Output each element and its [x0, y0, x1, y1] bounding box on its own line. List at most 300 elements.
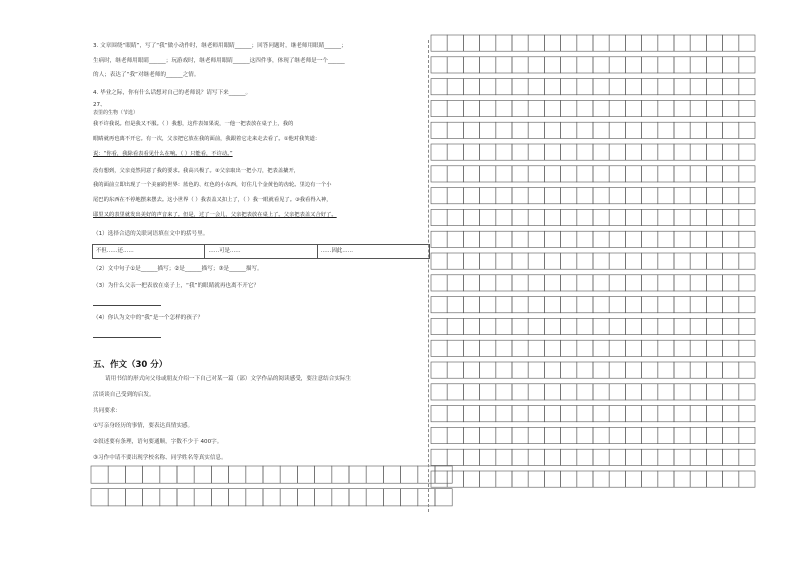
grid-cell[interactable] [642, 35, 658, 51]
grid-cell[interactable] [512, 275, 528, 291]
grid-cell[interactable] [496, 144, 512, 160]
grid-cell[interactable] [658, 406, 674, 422]
grid-cell[interactable] [528, 144, 544, 160]
grid-cell[interactable] [658, 188, 674, 204]
grid-cell[interactable] [674, 362, 690, 378]
grid-cell[interactable] [561, 57, 577, 73]
grid-cell[interactable] [690, 275, 706, 291]
grid-cell[interactable] [674, 449, 690, 465]
grid-cell[interactable] [642, 318, 658, 334]
grid-cell[interactable] [480, 275, 496, 291]
grid-cell[interactable] [463, 100, 479, 116]
grid-cell[interactable] [480, 362, 496, 378]
grid-cell[interactable] [512, 362, 528, 378]
grid-cell[interactable] [577, 100, 593, 116]
grid-cell[interactable] [593, 362, 609, 378]
grid-cell[interactable] [593, 449, 609, 465]
grid-cell[interactable] [723, 340, 739, 356]
grid-cell[interactable] [177, 466, 194, 483]
grid-cell[interactable] [447, 231, 463, 247]
grid-cell[interactable] [544, 188, 560, 204]
grid-cell[interactable] [609, 427, 625, 443]
grid-cell[interactable] [706, 209, 722, 225]
grid-cell[interactable] [544, 471, 560, 487]
grid-cell[interactable] [706, 406, 722, 422]
grid-cell[interactable] [658, 57, 674, 73]
grid-cell[interactable] [658, 318, 674, 334]
grid-cell[interactable] [528, 318, 544, 334]
grid-cell[interactable] [625, 100, 641, 116]
grid-cell[interactable] [528, 275, 544, 291]
grid-cell[interactable] [609, 100, 625, 116]
grid-cell[interactable] [739, 362, 755, 378]
grid-cell[interactable] [480, 166, 496, 182]
grid-cell[interactable] [496, 340, 512, 356]
grid-cell[interactable] [642, 275, 658, 291]
grid-cell[interactable] [431, 340, 447, 356]
grid-cell[interactable] [674, 384, 690, 400]
grid-cell[interactable] [706, 166, 722, 182]
grid-cell[interactable] [496, 209, 512, 225]
grid-cell[interactable] [609, 79, 625, 95]
grid-cell[interactable] [706, 471, 722, 487]
grid-cell[interactable] [528, 297, 544, 313]
grid-cell[interactable] [658, 362, 674, 378]
grid-cell[interactable] [447, 122, 463, 138]
grid-cell[interactable] [723, 471, 739, 487]
grid-cell[interactable] [447, 35, 463, 51]
grid-cell[interactable] [544, 427, 560, 443]
grid-cell[interactable] [480, 100, 496, 116]
grid-cell[interactable] [544, 406, 560, 422]
grid-cell[interactable] [431, 231, 447, 247]
grid-cell[interactable] [544, 318, 560, 334]
grid-cell[interactable] [674, 297, 690, 313]
grid-cell[interactable] [690, 100, 706, 116]
grid-cell[interactable] [447, 297, 463, 313]
grid-cell[interactable] [332, 489, 349, 506]
grid-cell[interactable] [690, 362, 706, 378]
grid-cell[interactable] [642, 188, 658, 204]
grid-cell[interactable] [723, 362, 739, 378]
grid-cell[interactable] [674, 122, 690, 138]
grid-cell[interactable] [463, 122, 479, 138]
grid-cell[interactable] [463, 231, 479, 247]
grid-cell[interactable] [544, 209, 560, 225]
grid-cell[interactable] [690, 384, 706, 400]
grid-cell[interactable] [160, 489, 177, 506]
grid-cell[interactable] [642, 406, 658, 422]
grid-cell[interactable] [674, 144, 690, 160]
grid-cell[interactable] [512, 471, 528, 487]
grid-cell[interactable] [383, 489, 400, 506]
grid-cell[interactable] [561, 384, 577, 400]
grid-cell[interactable] [577, 384, 593, 400]
grid-cell[interactable] [625, 79, 641, 95]
grid-cell[interactable] [577, 144, 593, 160]
grid-cell[interactable] [211, 489, 228, 506]
grid-cell[interactable] [512, 188, 528, 204]
grid-cell[interactable] [690, 253, 706, 269]
grid-cell[interactable] [739, 166, 755, 182]
grid-cell[interactable] [706, 297, 722, 313]
grid-cell[interactable] [463, 188, 479, 204]
grid-cell[interactable] [544, 340, 560, 356]
grid-cell[interactable] [496, 57, 512, 73]
grid-cell[interactable] [658, 340, 674, 356]
grid-cell[interactable] [177, 489, 194, 506]
grid-cell[interactable] [211, 466, 228, 483]
grid-cell[interactable] [674, 406, 690, 422]
grid-cell[interactable] [723, 384, 739, 400]
grid-cell[interactable] [512, 253, 528, 269]
grid-cell[interactable] [480, 209, 496, 225]
grid-cell[interactable] [658, 449, 674, 465]
grid-cell[interactable] [480, 57, 496, 73]
grid-cell[interactable] [512, 209, 528, 225]
grid-cell[interactable] [544, 297, 560, 313]
grid-cell[interactable] [642, 449, 658, 465]
grid-cell[interactable] [480, 35, 496, 51]
grid-cell[interactable] [431, 362, 447, 378]
grid-cell[interactable] [108, 466, 125, 483]
grid-cell[interactable] [528, 122, 544, 138]
grid-cell[interactable] [674, 275, 690, 291]
grid-cell[interactable] [609, 362, 625, 378]
grid-cell[interactable] [625, 253, 641, 269]
grid-cell[interactable] [463, 144, 479, 160]
grid-cell[interactable] [401, 466, 418, 483]
grid-cell[interactable] [690, 471, 706, 487]
grid-cell[interactable] [706, 57, 722, 73]
grid-cell[interactable] [690, 340, 706, 356]
grid-cell[interactable] [706, 318, 722, 334]
grid-cell[interactable] [593, 253, 609, 269]
grid-cell[interactable] [593, 188, 609, 204]
grid-cell[interactable] [496, 275, 512, 291]
grid-cell[interactable] [674, 209, 690, 225]
grid-cell[interactable] [561, 231, 577, 247]
grid-cell[interactable] [593, 384, 609, 400]
grid-cell[interactable] [528, 384, 544, 400]
grid-cell[interactable] [706, 449, 722, 465]
grid-cell[interactable] [463, 35, 479, 51]
grid-cell[interactable] [577, 471, 593, 487]
grid-cell[interactable] [332, 466, 349, 483]
grid-cell[interactable] [528, 253, 544, 269]
grid-cell[interactable] [690, 209, 706, 225]
grid-cell[interactable] [561, 166, 577, 182]
grid-cell[interactable] [625, 35, 641, 51]
grid-cell[interactable] [431, 144, 447, 160]
grid-cell[interactable] [723, 100, 739, 116]
grid-cell[interactable] [463, 297, 479, 313]
grid-cell[interactable] [160, 466, 177, 483]
grid-cell[interactable] [739, 340, 755, 356]
grid-cell[interactable] [658, 231, 674, 247]
grid-cell[interactable] [609, 471, 625, 487]
grid-cell[interactable] [512, 100, 528, 116]
grid-cell[interactable] [561, 449, 577, 465]
grid-cell[interactable] [528, 449, 544, 465]
grid-cell[interactable] [723, 253, 739, 269]
grid-cell[interactable] [577, 35, 593, 51]
grid-cell[interactable] [431, 209, 447, 225]
grid-cell[interactable] [690, 166, 706, 182]
grid-cell[interactable] [431, 122, 447, 138]
grid-cell[interactable] [658, 384, 674, 400]
answer-line[interactable] [93, 337, 161, 338]
grid-cell[interactable] [690, 188, 706, 204]
grid-cell[interactable] [609, 188, 625, 204]
grid-cell[interactable] [463, 362, 479, 378]
grid-cell[interactable] [739, 427, 755, 443]
grid-cell[interactable] [642, 166, 658, 182]
grid-cell[interactable] [625, 471, 641, 487]
grid-cell[interactable] [315, 489, 332, 506]
grid-cell[interactable] [463, 79, 479, 95]
grid-cell[interactable] [431, 427, 447, 443]
grid-cell[interactable] [496, 318, 512, 334]
grid-cell[interactable] [625, 384, 641, 400]
grid-cell[interactable] [280, 489, 297, 506]
grid-cell[interactable] [431, 57, 447, 73]
grid-cell[interactable] [593, 166, 609, 182]
grid-cell[interactable] [625, 188, 641, 204]
grid-cell[interactable] [512, 384, 528, 400]
grid-cell[interactable] [194, 466, 211, 483]
grid-cell[interactable] [561, 318, 577, 334]
grid-cell[interactable] [431, 406, 447, 422]
grid-cell[interactable] [480, 79, 496, 95]
grid-cell[interactable] [642, 57, 658, 73]
grid-cell[interactable] [723, 318, 739, 334]
grid-cell[interactable] [431, 253, 447, 269]
grid-cell[interactable] [625, 209, 641, 225]
grid-cell[interactable] [609, 35, 625, 51]
grid-cell[interactable] [723, 209, 739, 225]
grid-cell[interactable] [512, 35, 528, 51]
grid-cell[interactable] [593, 100, 609, 116]
grid-cell[interactable] [496, 471, 512, 487]
grid-cell[interactable] [447, 318, 463, 334]
grid-cell[interactable] [706, 188, 722, 204]
grid-cell[interactable] [263, 489, 280, 506]
grid-cell[interactable] [674, 427, 690, 443]
grid-cell[interactable] [431, 35, 447, 51]
grid-cell[interactable] [690, 231, 706, 247]
grid-cell[interactable] [463, 318, 479, 334]
grid-cell[interactable] [544, 362, 560, 378]
grid-cell[interactable] [512, 427, 528, 443]
grid-cell[interactable] [739, 209, 755, 225]
grid-cell[interactable] [496, 35, 512, 51]
grid-cell[interactable] [349, 489, 366, 506]
grid-cell[interactable] [431, 275, 447, 291]
grid-cell[interactable] [561, 79, 577, 95]
grid-cell[interactable] [480, 449, 496, 465]
grid-cell[interactable] [480, 297, 496, 313]
grid-cell[interactable] [561, 427, 577, 443]
grid-cell[interactable] [496, 231, 512, 247]
grid-cell[interactable] [108, 489, 125, 506]
grid-cell[interactable] [447, 79, 463, 95]
grid-cell[interactable] [528, 188, 544, 204]
grid-cell[interactable] [739, 188, 755, 204]
grid-cell[interactable] [561, 209, 577, 225]
grid-cell[interactable] [674, 35, 690, 51]
grid-cell[interactable] [674, 318, 690, 334]
grid-cell[interactable] [739, 471, 755, 487]
grid-cell[interactable] [739, 231, 755, 247]
grid-cell[interactable] [512, 449, 528, 465]
grid-cell[interactable] [561, 471, 577, 487]
grid-cell[interactable] [609, 122, 625, 138]
grid-cell[interactable] [528, 340, 544, 356]
grid-cell[interactable] [561, 340, 577, 356]
grid-cell[interactable] [496, 449, 512, 465]
grid-cell[interactable] [315, 466, 332, 483]
grid-cell[interactable] [674, 231, 690, 247]
grid-cell[interactable] [706, 340, 722, 356]
grid-cell[interactable] [674, 188, 690, 204]
grid-cell[interactable] [447, 209, 463, 225]
grid-cell[interactable] [674, 57, 690, 73]
grid-cell[interactable] [561, 253, 577, 269]
grid-cell[interactable] [512, 57, 528, 73]
grid-cell[interactable] [642, 471, 658, 487]
grid-cell[interactable] [658, 166, 674, 182]
grid-cell[interactable] [366, 489, 383, 506]
grid-cell[interactable] [706, 231, 722, 247]
grid-cell[interactable] [431, 166, 447, 182]
grid-cell[interactable] [512, 297, 528, 313]
grid-cell[interactable] [512, 231, 528, 247]
grid-cell[interactable] [642, 100, 658, 116]
grid-cell[interactable] [544, 79, 560, 95]
answer-line[interactable] [93, 305, 161, 306]
grid-cell[interactable] [690, 449, 706, 465]
grid-cell[interactable] [658, 209, 674, 225]
grid-cell[interactable] [593, 209, 609, 225]
grid-cell[interactable] [561, 275, 577, 291]
grid-cell[interactable] [723, 144, 739, 160]
grid-cell[interactable] [593, 57, 609, 73]
grid-cell[interactable] [609, 406, 625, 422]
grid-cell[interactable] [447, 449, 463, 465]
grid-cell[interactable] [528, 79, 544, 95]
grid-cell[interactable] [609, 57, 625, 73]
grid-cell[interactable] [625, 122, 641, 138]
grid-cell[interactable] [366, 466, 383, 483]
grid-cell[interactable] [463, 340, 479, 356]
grid-cell[interactable] [528, 100, 544, 116]
grid-cell[interactable] [431, 79, 447, 95]
grid-cell[interactable] [431, 297, 447, 313]
grid-cell[interactable] [642, 362, 658, 378]
grid-cell[interactable] [739, 318, 755, 334]
grid-cell[interactable] [577, 166, 593, 182]
grid-cell[interactable] [512, 340, 528, 356]
grid-cell[interactable] [383, 466, 400, 483]
grid-cell[interactable] [544, 122, 560, 138]
grid-cell[interactable] [658, 79, 674, 95]
grid-cell[interactable] [642, 427, 658, 443]
grid-cell[interactable] [577, 209, 593, 225]
grid-cell[interactable] [674, 253, 690, 269]
grid-cell[interactable] [690, 427, 706, 443]
grid-cell[interactable] [609, 231, 625, 247]
grid-cell[interactable] [625, 144, 641, 160]
grid-cell[interactable] [739, 79, 755, 95]
grid-cell[interactable] [706, 35, 722, 51]
grid-cell[interactable] [577, 340, 593, 356]
grid-cell[interactable] [431, 384, 447, 400]
grid-cell[interactable] [658, 35, 674, 51]
grid-cell[interactable] [739, 275, 755, 291]
grid-cell[interactable] [544, 166, 560, 182]
grid-cell[interactable] [706, 144, 722, 160]
grid-cell[interactable] [577, 362, 593, 378]
grid-cell[interactable] [723, 231, 739, 247]
grid-cell[interactable] [544, 144, 560, 160]
grid-cell[interactable] [658, 100, 674, 116]
grid-cell[interactable] [723, 122, 739, 138]
grid-cell[interactable] [690, 406, 706, 422]
grid-cell[interactable] [739, 57, 755, 73]
grid-cell[interactable] [561, 362, 577, 378]
grid-cell[interactable] [463, 471, 479, 487]
grid-cell[interactable] [496, 100, 512, 116]
grid-cell[interactable] [263, 466, 280, 483]
grid-cell[interactable] [561, 35, 577, 51]
grid-cell[interactable] [723, 57, 739, 73]
grid-cell[interactable] [463, 384, 479, 400]
grid-cell[interactable] [447, 275, 463, 291]
grid-cell[interactable] [723, 166, 739, 182]
grid-cell[interactable] [723, 406, 739, 422]
grid-cell[interactable] [625, 57, 641, 73]
grid-cell[interactable] [625, 362, 641, 378]
grid-cell[interactable] [723, 449, 739, 465]
grid-cell[interactable] [544, 384, 560, 400]
grid-cell[interactable] [609, 297, 625, 313]
grid-cell[interactable] [706, 362, 722, 378]
grid-cell[interactable] [528, 427, 544, 443]
grid-cell[interactable] [528, 406, 544, 422]
grid-cell[interactable] [496, 297, 512, 313]
grid-cell[interactable] [577, 427, 593, 443]
grid-cell[interactable] [297, 489, 314, 506]
grid-cell[interactable] [496, 384, 512, 400]
grid-cell[interactable] [739, 100, 755, 116]
grid-cell[interactable] [593, 35, 609, 51]
grid-cell[interactable] [143, 466, 160, 483]
grid-cell[interactable] [674, 471, 690, 487]
grid-cell[interactable] [706, 427, 722, 443]
grid-cell[interactable] [480, 188, 496, 204]
grid-cell[interactable] [642, 79, 658, 95]
grid-cell[interactable] [674, 100, 690, 116]
writing-grid-right[interactable] [430, 34, 768, 504]
grid-cell[interactable] [297, 466, 314, 483]
grid-cell[interactable] [609, 449, 625, 465]
grid-cell[interactable] [739, 144, 755, 160]
grid-cell[interactable] [577, 122, 593, 138]
grid-cell[interactable] [609, 144, 625, 160]
grid-cell[interactable] [658, 144, 674, 160]
grid-cell[interactable] [431, 471, 447, 487]
